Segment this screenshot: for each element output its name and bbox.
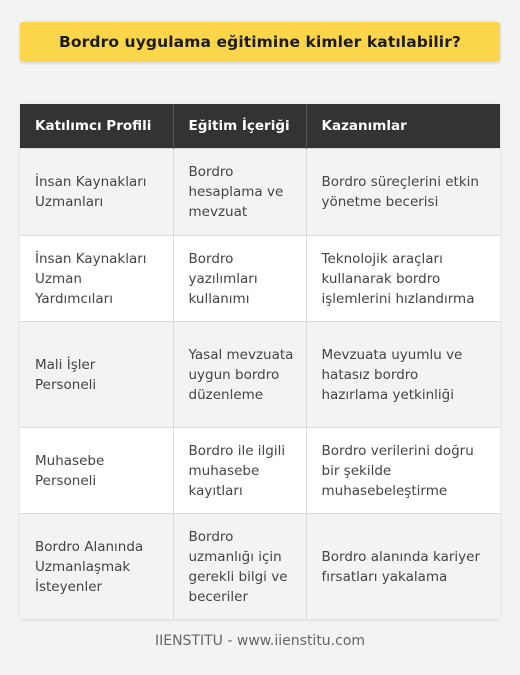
title-banner	[20, 22, 500, 62]
table-row	[20, 149, 500, 236]
table-row	[20, 514, 500, 620]
cell-content: Bordro yazılımları kullanımı	[173, 236, 306, 322]
table-row	[20, 428, 500, 514]
cell-gains: Bordro verilerini doğru bir şekilde muhasebeleştirme	[306, 428, 500, 514]
page-title: Bordro uygulama eğitimine kimler katılabilir?	[58, 33, 462, 51]
cell-profile: Bordro Alanında Uzmanlaşmak İsteyenler	[20, 514, 173, 620]
cell-gains: Teknolojik araçları kullanarak bordro işlemlerini hızlandırma	[306, 236, 500, 322]
cell-gains: Mevzuata uyumlu ve hatasız bordro hazırlama yetkinliği	[306, 322, 500, 428]
cell-content: Yasal mevzuata uygun bordro düzenleme	[173, 322, 306, 428]
training-table-container	[20, 104, 500, 619]
cell-gains: Bordro süreçlerini etkin yönetme becerisi	[306, 149, 500, 236]
cell-content: Bordro ile ilgili muhasebe kayıtları	[173, 428, 306, 514]
cell-gains: Bordro alanında kariyer fırsatları yakalama	[306, 514, 500, 620]
header-participant-profile: Katılımcı Profili	[20, 104, 173, 149]
table-header-row	[20, 104, 500, 149]
cell-profile: Muhasebe Personeli	[20, 428, 173, 514]
header-training-content: Eğitim İçeriği	[173, 104, 306, 149]
cell-content: Bordro hesaplama ve mevzuat	[173, 149, 306, 236]
footer-credit: IIENSTITU - www.iienstitu.com	[154, 633, 366, 649]
training-table	[20, 104, 500, 619]
header-gains: Kazanımlar	[306, 104, 500, 149]
cell-profile: İnsan Kaynakları Uzmanları	[20, 149, 173, 236]
table-row	[20, 236, 500, 322]
cell-profile: İnsan Kaynakları Uzman Yardımcıları	[20, 236, 173, 322]
table-row	[20, 322, 500, 428]
cell-profile: Mali İşler Personeli	[20, 322, 173, 428]
cell-content: Bordro uzmanlığı için gerekli bilgi ve beceriler	[173, 514, 306, 620]
